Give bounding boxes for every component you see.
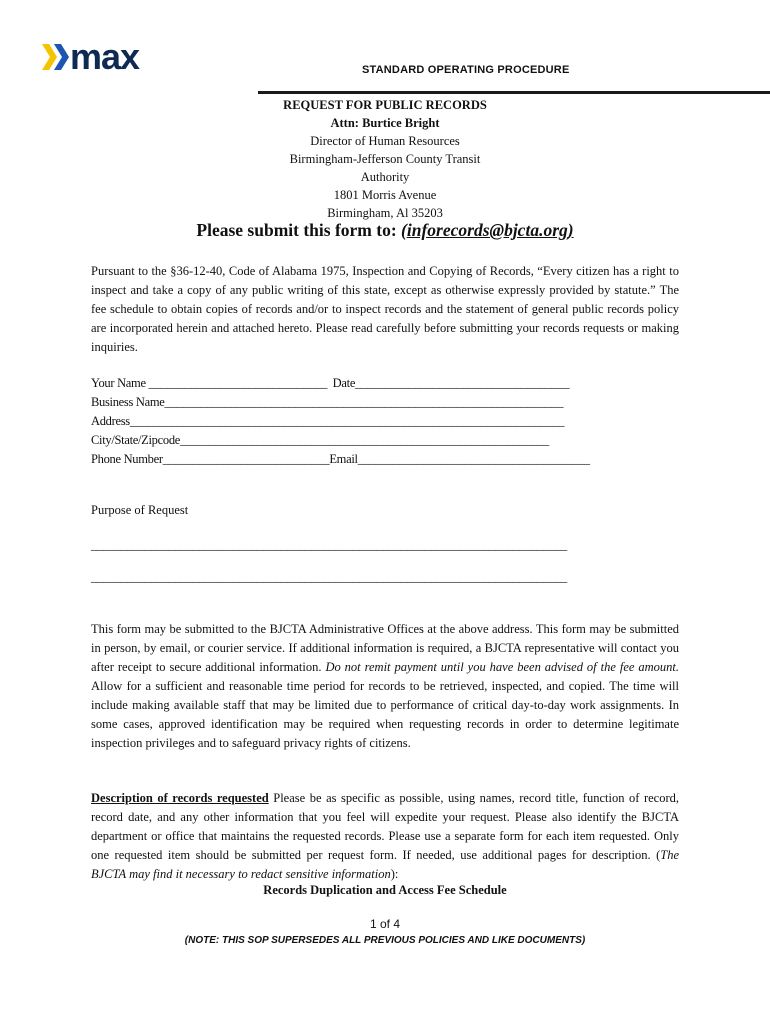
fee-schedule-heading: Records Duplication and Access Fee Schedule	[263, 883, 507, 897]
description-heading: Description of records requested	[91, 791, 269, 805]
business-name-field[interactable]: Business Name___________________________________________________________________	[91, 395, 564, 409]
address-line: Authority	[360, 170, 410, 184]
your-name-date-field[interactable]: Your Name ______________________________ Date____________________________________	[91, 376, 570, 390]
email-open-paren: (	[401, 220, 407, 240]
page-number: 1 of 4	[369, 917, 401, 931]
address-line: 1801 Morris Avenue	[333, 188, 437, 202]
phone-email-field[interactable]: Phone Number____________________________Email_______________________________________	[91, 452, 590, 466]
purpose-label: Purpose of Request	[91, 503, 189, 517]
submit-email-link[interactable]: inforecords@bjcta.org	[406, 220, 568, 240]
city-state-zip-field[interactable]: City/State/Zipcode______________________________________________________________	[91, 433, 549, 447]
description-paragraph	[91, 789, 679, 884]
submission-text-1: This form may be submitted to the BJCTA Administrative Offices at the above address. This form may be submitted in person, by email, or courier service. If additional information is required, a BJCTA representative will contact you after receipt to secure additional information.	[91, 622, 679, 674]
supersedes-note: (NOTE: THIS SOP SUPERSEDES ALL PREVIOUS POLICIES AND LIKE DOCUMENTS)	[184, 935, 586, 946]
sop-title: STANDARD OPERATING PROCEDURE	[362, 64, 570, 76]
submission-text-2: Allow for a sufficient and reasonable time period for records to be retrieved, inspected, and copied. The time will include making available staff that may be limited due to performance of critical day-to-day work assignments. In some cases, approved identification may be required when requesting records in order to determine legitimate inspection privileges and to safeguard privacy rights of citizens.	[91, 679, 679, 750]
address-line: Birmingham, Al 35203	[327, 206, 443, 220]
description-end: ):	[390, 867, 399, 881]
intro-paragraph: Pursuant to the §36-12-40, Code of Alabama 1975, Inspection and Copying of Records, “Every citizen has a right to inspect and take a copy of any public writing of this state, except as otherwise expressly provided by statute.” The fee schedule to obtain copies of records and/or to inspect records and the statement of general public records policy are incorporated herein and attached hereto. Please read carefully before submitting your records requests or making inquiries.	[91, 264, 679, 354]
address-block	[0, 96, 770, 222]
attn-line: Attn: Burtice Bright	[330, 116, 440, 130]
address-line: Birmingham-Jefferson County Transit	[289, 152, 481, 166]
address-field[interactable]: Address_________________________________________________________________________	[91, 414, 565, 428]
address-line: Director of Human Resources	[310, 134, 460, 148]
description-text: Please be as specific as possible, using names, record title, function of record, record date, and any other information that you feel will expedite your request. Please also identify the BJCTA department or office that maintains the requested records. Please use a separate form for each item requested. Only one requested item should be submitted per request form. If needed, use additional pages for description. (	[91, 791, 679, 862]
email-close-paren: )	[567, 220, 574, 240]
header-rule	[258, 91, 770, 94]
purpose-line-2[interactable]: ________________________________________________________________________________	[91, 570, 568, 584]
purpose-line-1[interactable]: ________________________________________________________________________________	[91, 538, 568, 552]
submit-prefix: Please submit this form to:	[196, 220, 402, 240]
max-logo	[42, 40, 184, 74]
submission-paragraph	[91, 620, 679, 753]
submit-instruction	[0, 220, 770, 241]
logo-text: max	[70, 40, 140, 74]
payment-note: Do not remit payment until you have been advised of the fee amount.	[325, 660, 679, 674]
request-title: REQUEST FOR PUBLIC RECORDS	[283, 98, 487, 112]
logo-arrow-yellow	[42, 44, 57, 70]
redact-note: The BJCTA may find it necessary to redact sensitive information	[91, 848, 679, 881]
